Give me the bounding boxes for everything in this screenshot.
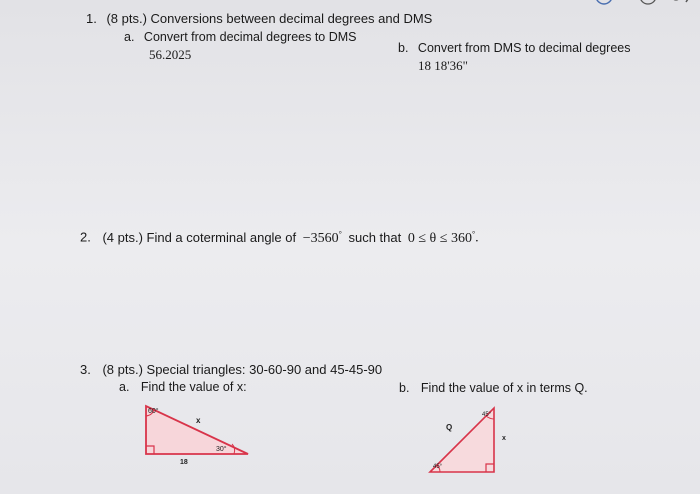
question-2-condition: 0 ≤ θ ≤ 360° xyxy=(407,229,476,246)
question-3-number: 3. xyxy=(80,362,91,377)
question-1 xyxy=(86,11,432,26)
base-18-label: 18 xyxy=(180,459,188,466)
angle-45-bottom-label: 45° xyxy=(433,464,443,470)
triangle-30-60-90-shape xyxy=(146,406,248,454)
question-2-number: 2. xyxy=(80,229,91,245)
circle-icon[interactable] xyxy=(596,0,612,4)
question-3b-prompt: Find the value of x in terms Q. xyxy=(420,381,588,395)
question-1b-prompt: Convert from DMS to decimal degrees xyxy=(417,41,631,55)
question-3-title: (8 pts.) Special triangles: 30-60-90 and 45-45-90 xyxy=(102,362,383,377)
angle-30-label: 30° xyxy=(216,446,227,453)
triangle-45-45-90 xyxy=(420,402,520,482)
question-3a-prompt: Find the value of x: xyxy=(140,380,247,394)
hypotenuse-x-label: x xyxy=(196,416,201,425)
question-3a-letter: a. xyxy=(119,380,130,394)
question-2-prefix: (4 pts.) Find a coterminal angle of xyxy=(102,229,297,245)
question-1a-prompt: Convert from decimal degrees to DMS xyxy=(143,30,357,44)
question-2-angle: −3560° xyxy=(302,229,342,246)
question-3b xyxy=(399,381,588,395)
angle-45-top-label: 45° xyxy=(482,412,492,418)
question-3a xyxy=(119,380,247,394)
question-1a-value: 56.2025 xyxy=(149,47,192,62)
question-1-number: 1. xyxy=(86,11,97,26)
question-1b-value: 18 18'36" xyxy=(418,58,468,73)
question-1a xyxy=(124,30,357,44)
question-1b xyxy=(398,41,631,55)
toolbar-icons xyxy=(590,0,700,12)
hypotenuse-q-label: Q xyxy=(446,423,453,432)
question-1b-letter: b. xyxy=(398,41,409,55)
triangle-30-60-90 xyxy=(136,396,276,474)
question-3b-letter: b. xyxy=(399,381,410,395)
pen-icon[interactable] xyxy=(686,0,694,2)
question-3 xyxy=(80,362,382,377)
question-2-middle: such that xyxy=(348,229,402,245)
question-1a-letter: a. xyxy=(124,30,135,44)
question-2: 2. (4 pts.) Find a coterminal angle of −3560° such that 0 ≤ θ ≤ 360°. xyxy=(80,229,479,246)
side-x-label: x xyxy=(502,435,506,442)
question-1-title: (8 pts.) Conversions between decimal degrees and DMS xyxy=(106,11,433,26)
add-icon[interactable] xyxy=(640,0,656,4)
angle-60-label: 60° xyxy=(148,408,159,415)
